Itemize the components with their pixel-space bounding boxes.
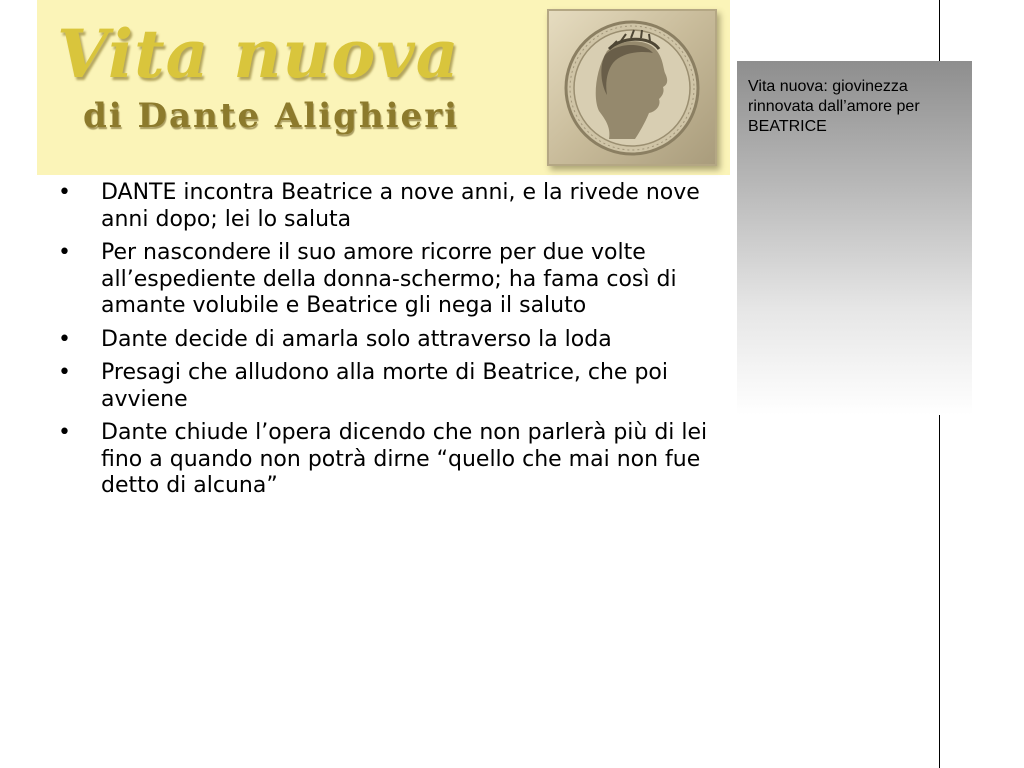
side-note-panel (737, 61, 972, 415)
divider-line (939, 0, 940, 62)
dante-portrait-icon (549, 11, 715, 164)
bullet-text: Presagi che alludono alla morte di Beatrice, che poi avviene (101, 360, 668, 412)
bullet-text: Dante decide di amarla solo attraverso la loda (101, 326, 612, 352)
bullet-marker: • (58, 360, 71, 385)
divider-line (939, 415, 940, 768)
bullet-marker: • (58, 180, 71, 205)
bullet-list (56, 180, 728, 507)
bullet-text: DANTE incontra Beatrice a nove anni, e la rivede nove anni dopo; lei lo saluta (101, 180, 700, 232)
bullet-marker: • (58, 420, 71, 445)
bullet-marker: • (58, 240, 71, 265)
side-note-text: Vita nuova: giovinezza rinnovata dall’amore per BEATRICE (748, 78, 920, 135)
dante-portrait-image (547, 9, 717, 166)
list-item (56, 327, 728, 354)
bullet-text: Per nascondere il suo amore ricorre per due volte all’espediente della donna-schermo; ha fama così di amante volubile e Beatrice gli nega il saluto (101, 240, 677, 318)
banner-title: Vita nuova (57, 15, 460, 93)
banner-subtitle: di Dante Alighieri (83, 96, 460, 136)
bullet-text: Dante chiude l’opera dicendo che non parlerà più di lei fino a quando non potrà dirne “quello che mai non fue detto di alcuna” (101, 420, 708, 498)
list-item (56, 180, 728, 233)
list-item (56, 360, 728, 413)
bullet-marker: • (58, 326, 71, 352)
title-banner (37, 0, 730, 175)
list-item (56, 240, 728, 320)
list-item (56, 420, 728, 500)
